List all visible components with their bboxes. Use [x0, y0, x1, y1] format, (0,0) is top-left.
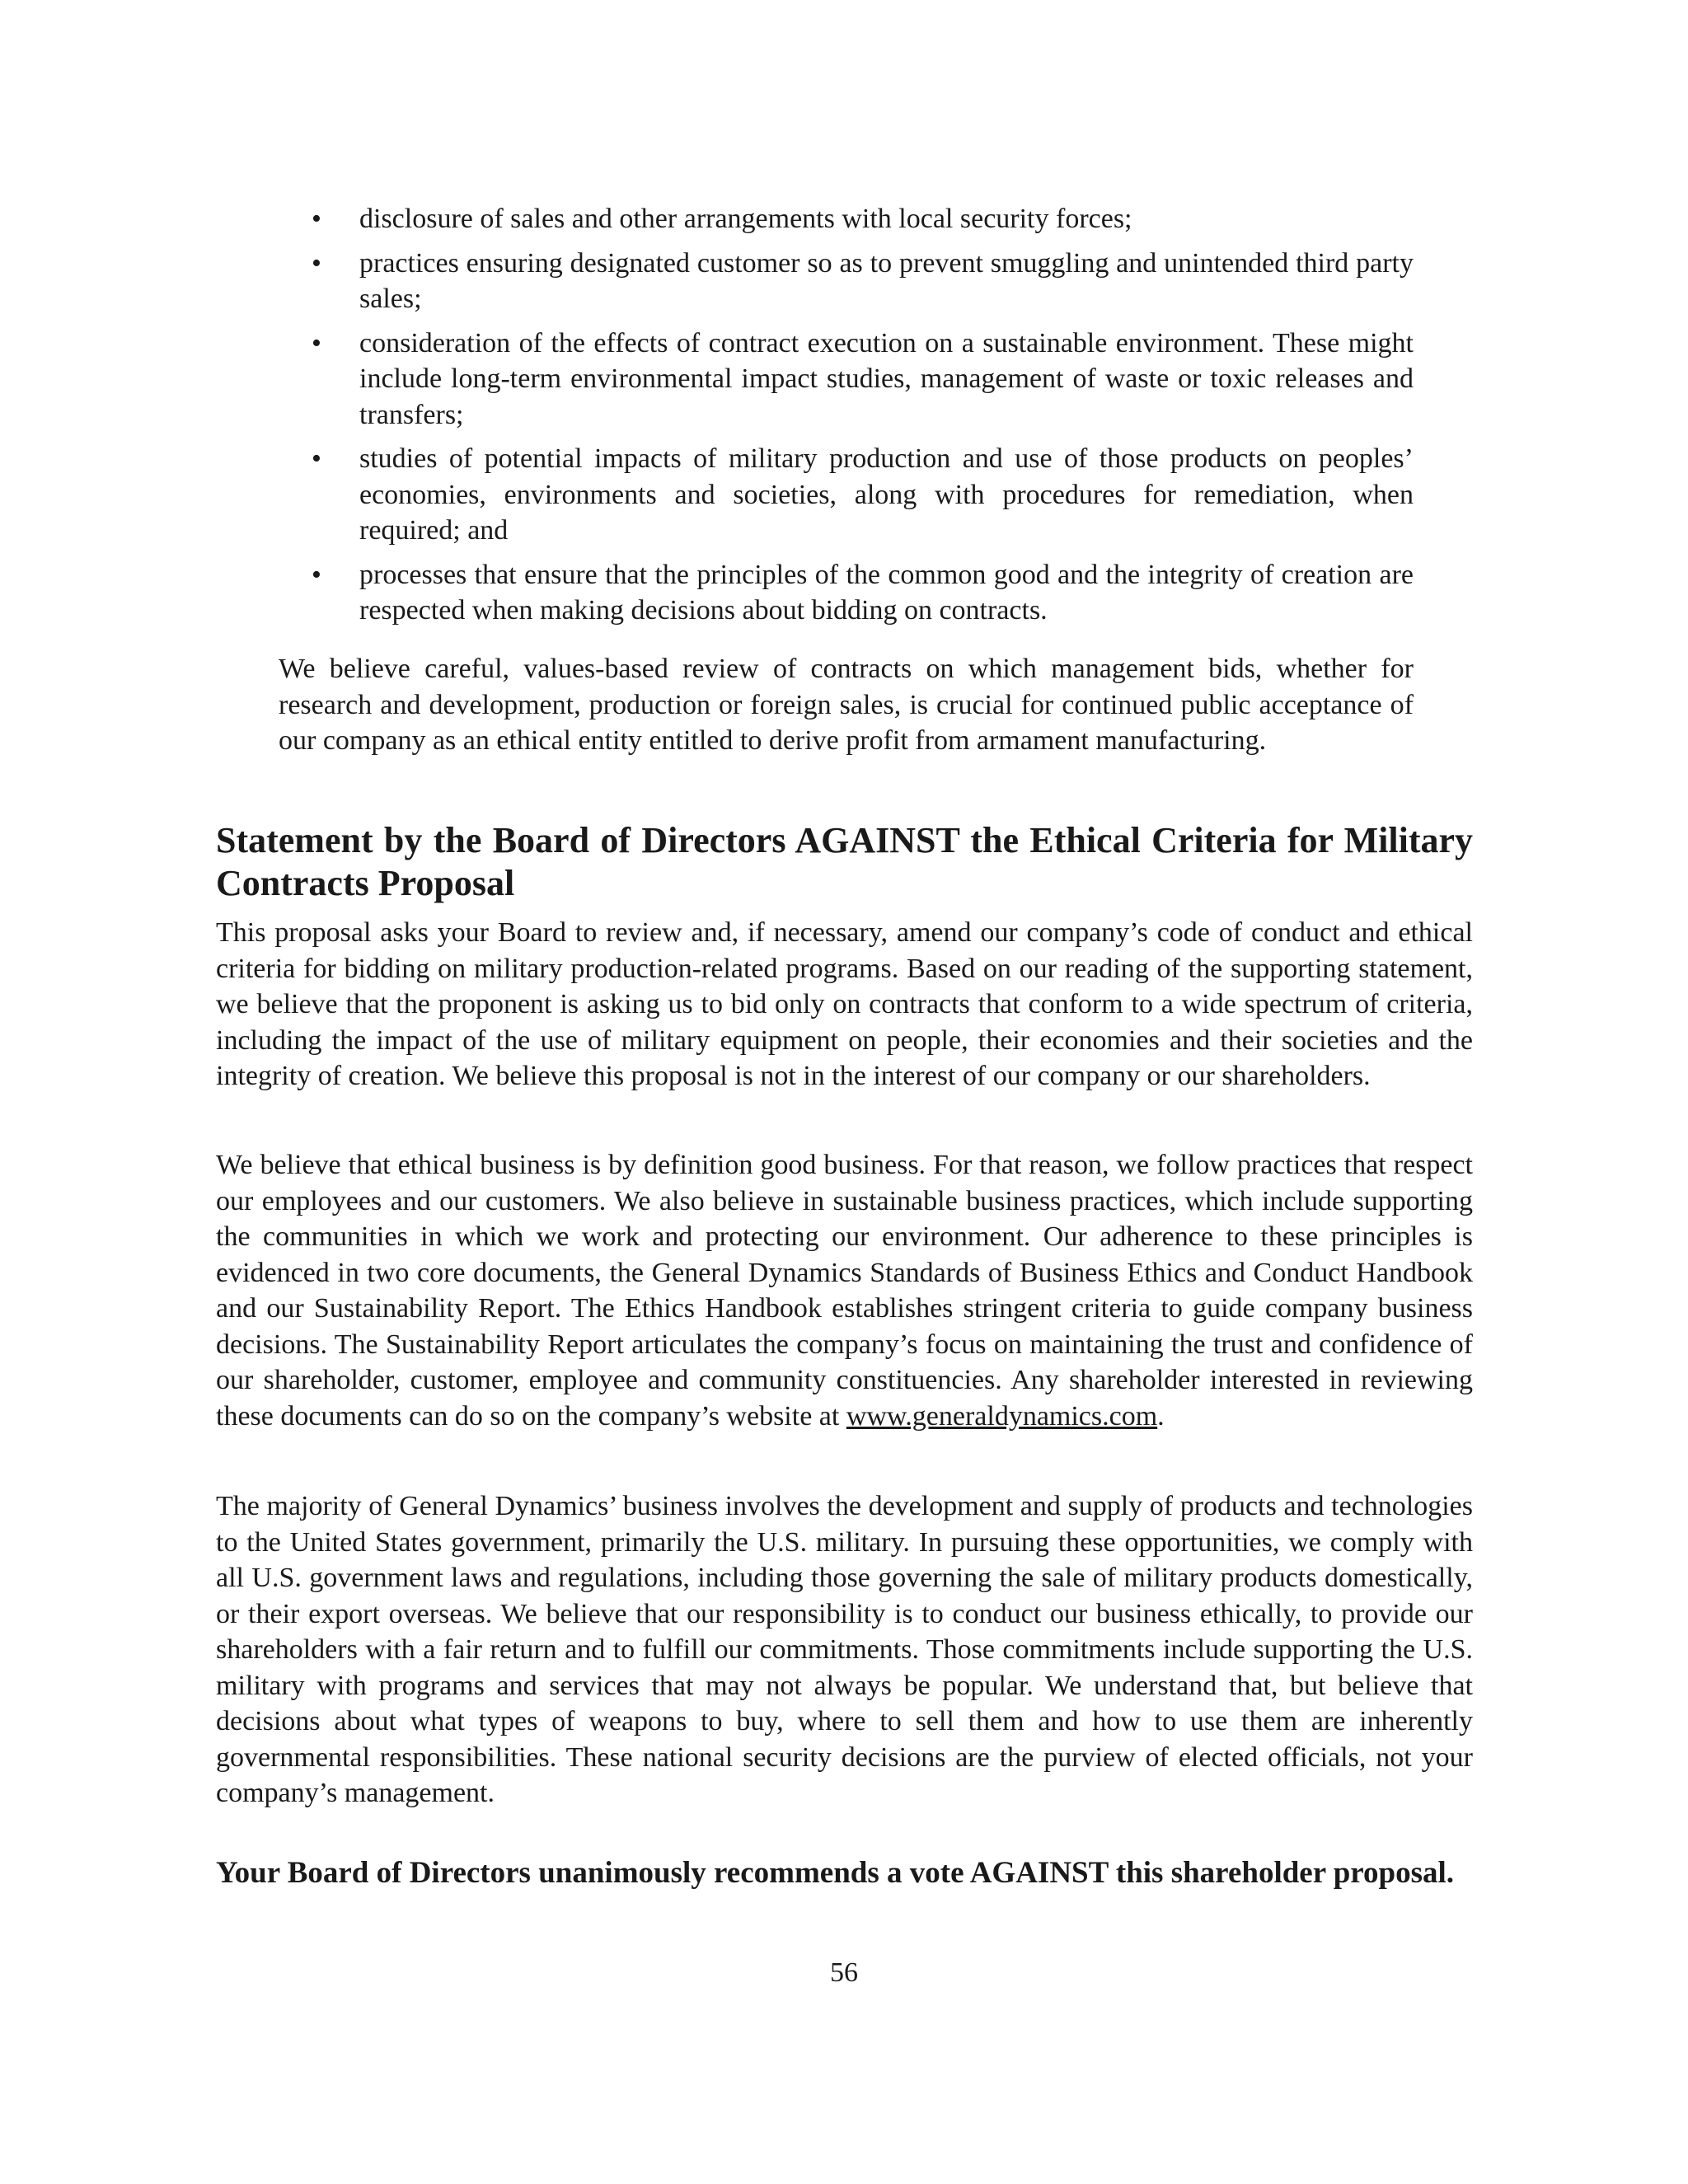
- bullet-item: [279, 201, 1414, 237]
- bullet-text: processes that ensure that the principles of the common good and the integrity of creation are respected when making decisions about bidding on contracts.: [359, 559, 1414, 626]
- bullet-text: studies of potential impacts of military production and use of those products on peoples’ economies, environments and societies, along with procedures for remediation, when required; and: [359, 443, 1414, 546]
- bullet-item: [279, 441, 1414, 549]
- page-number: 56: [830, 1957, 858, 1988]
- bullet-item: [279, 246, 1414, 317]
- paragraph-2-text: We believe that ethical business is by definition good business. For that reason, we follow practices that respect our employees and our customers. We also believe in sustainable business practices, which include supporting the communities in which we work and protecting our environment. Our adherence to these principles is evidenced in two core documents, the General Dynamics Standards of Business Ethics and Conduct Handbook and our Sustainability Report. The Ethics Handbook establishes stringent criteria to guide company business decisions. The Sustainability Report articulates the company’s focus on maintaining the trust and confidence of our shareholder, customer, employee and community constituencies. Any shareholder interested in reviewing these documents can do so on the company’s website at: [216, 1150, 1473, 1432]
- company-website-link[interactable]: www.generaldynamics.com: [846, 1400, 1158, 1432]
- bullet-text: practices ensuring designated customer so as to prevent smuggling and unintended third party sales;: [359, 247, 1414, 314]
- criteria-bullet-list: [279, 201, 1414, 637]
- paragraph-2-period: .: [1157, 1400, 1165, 1432]
- bullet-item: [279, 326, 1414, 434]
- supporting-statement-paragraph: We believe careful, values-based review of contracts on which management bids, whether for research and development, production or foreign sales, is crucial for continued public acceptance of our company as an ethical entity entitled to derive profit from armament manufacturing.: [279, 654, 1414, 756]
- board-statement-paragraph-3: The majority of General Dynamics’ business involves the development and supply of products and technologies to the United States government, primarily the U.S. military. In pursuing these opportunities, we comply with all U.S. government laws and regulations, including those governing the sale of military products domestically, or their export overseas. We believe that our responsibility is to conduct our business ethically, to provide our shareholders with a fair return and to fulfill our commitments. Those commitments include supporting the U.S. military with programs and services that may not always be popular. We understand that, but believe that decisions about what types of weapons to buy, where to sell them and how to use them are inherently governmental responsibilities. These national security decisions are the purview of elected officials, not your company’s management.: [216, 1491, 1473, 1808]
- bullet-dot: •: [312, 327, 321, 359]
- bullet-dot: •: [312, 559, 321, 590]
- bullet-text: consideration of the effects of contract execution on a sustainable environment. These might include long-term environmental impact studies, management of waste or toxic releases and transfers;: [359, 327, 1414, 430]
- board-statement-paragraph-1: This proposal asks your Board to review and, if necessary, amend our company’s code of conduct and ethical criteria for bidding on military production-related programs. Based on our reading of the supporting statement, we believe that the proponent is asking us to bid only on contracts that conform to a wide spectrum of criteria, including the impact of the use of military equipment on people, their economies and their societies and the integrity of creation. We believe this proposal is not in the interest of our company or our shareholders.: [216, 917, 1473, 1091]
- board-statement-paragraph-2: [216, 1147, 1473, 1434]
- board-recommendation: Your Board of Directors unanimously recommends a vote AGAINST this shareholder proposal.: [216, 1856, 1455, 1890]
- bullet-dot: •: [312, 443, 321, 474]
- bullet-text: disclosure of sales and other arrangements with local security forces;: [359, 204, 1132, 234]
- bullet-item: [279, 557, 1414, 629]
- bullet-dot: •: [312, 204, 321, 234]
- bullet-dot: •: [312, 247, 321, 279]
- section-heading: Statement by the Board of Directors AGAINST the Ethical Criteria for Military Contracts Proposal: [216, 820, 1473, 903]
